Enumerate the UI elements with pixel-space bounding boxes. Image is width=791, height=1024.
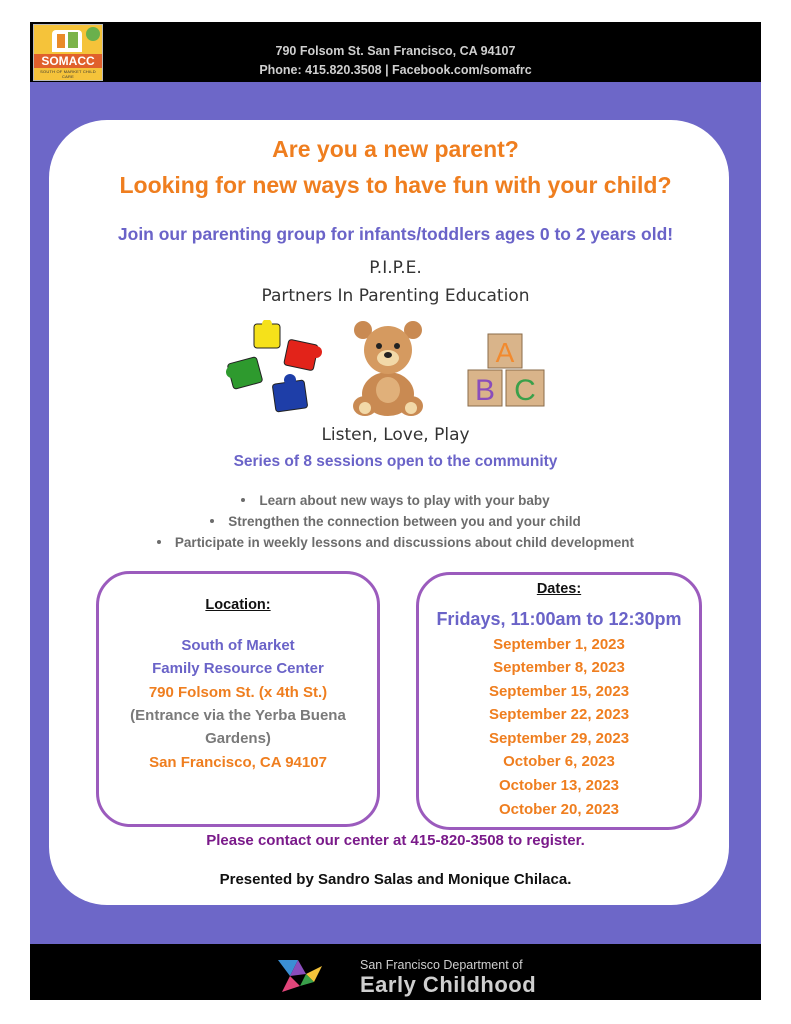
date-item: October 13, 2023 (498, 777, 620, 794)
date-item: September 29, 2023 (488, 730, 630, 747)
list-item: Learn about new ways to play with your baby (0, 490, 791, 511)
program-acronym: P.I.P.E. (369, 258, 422, 278)
program-tagline: Listen, Love, Play (321, 425, 470, 445)
headline-line1: Are you a new parent? (272, 136, 519, 162)
benefits-list (0, 490, 791, 553)
date-item: September 8, 2023 (493, 659, 625, 676)
contact-line: Please contact our center at 415-820-3508 to register. (206, 832, 585, 849)
svg-text:B: B (474, 374, 496, 407)
dept-line1: San Francisco Department of (360, 958, 523, 972)
logo-name: SOMACC (34, 54, 102, 68)
presented-by: Presented by Sandro Salas and Monique Chilaca. (219, 871, 572, 888)
program-name: Partners In Parenting Education (261, 286, 530, 306)
list-item: Strengthen the connection between you and your child (0, 511, 791, 532)
list-item: Participate in weekly lessons and discussions about child development (0, 532, 791, 553)
dept-line2: Early Childhood (360, 972, 537, 997)
teddy-bear-icon (343, 320, 433, 420)
dates-box (416, 572, 702, 830)
date-item: October 6, 2023 (503, 753, 615, 770)
location-label: Location: (205, 597, 271, 613)
puzzle-pieces-icon (224, 320, 330, 418)
tree-icon (86, 27, 100, 41)
location-box (96, 571, 380, 827)
header-contact: Phone: 415.820.3508 | Facebook.com/somafrc (259, 63, 532, 77)
date-item: October 20, 2023 (498, 801, 620, 818)
location-line1: South of Market (181, 637, 295, 654)
location-entrance: (Entrance via the Yerba Buena (130, 707, 346, 724)
abc-blocks-icon (466, 330, 558, 416)
header-bar (30, 22, 761, 82)
bullet-icon (241, 498, 245, 502)
series-text: Series of 8 sessions open to the community (233, 453, 558, 470)
date-item: September 22, 2023 (488, 706, 630, 723)
location-line2: Family Resource Center (152, 660, 324, 677)
date-item: September 1, 2023 (493, 636, 625, 653)
join-text: Join our parenting group for infants/toddlers ages 0 to 2 years old! (117, 224, 674, 244)
svg-text:A: A (495, 337, 515, 368)
footer-bar (30, 944, 761, 1000)
dates-label: Dates: (536, 581, 582, 597)
dates-schedule: Fridays, 11:00am to 12:30pm (436, 609, 682, 629)
sfdec-logo-icon (276, 956, 328, 996)
location-entrance-cont: Gardens) (205, 730, 271, 747)
location-street: 790 Folsom St. (x 4th St.) (148, 684, 328, 701)
svg-text:C: C (514, 374, 536, 407)
headline-line2: Looking for new ways to have fun with your child? (119, 172, 672, 198)
bullet-icon (210, 519, 214, 523)
header-address: 790 Folsom St. San Francisco, CA 94107 (275, 44, 516, 58)
date-item: September 15, 2023 (488, 683, 630, 700)
bullet-icon (157, 540, 161, 544)
logo-subtitle: SOUTH OF MARKET CHILD CARE (40, 69, 96, 79)
location-city: San Francisco, CA 94107 (149, 754, 327, 771)
